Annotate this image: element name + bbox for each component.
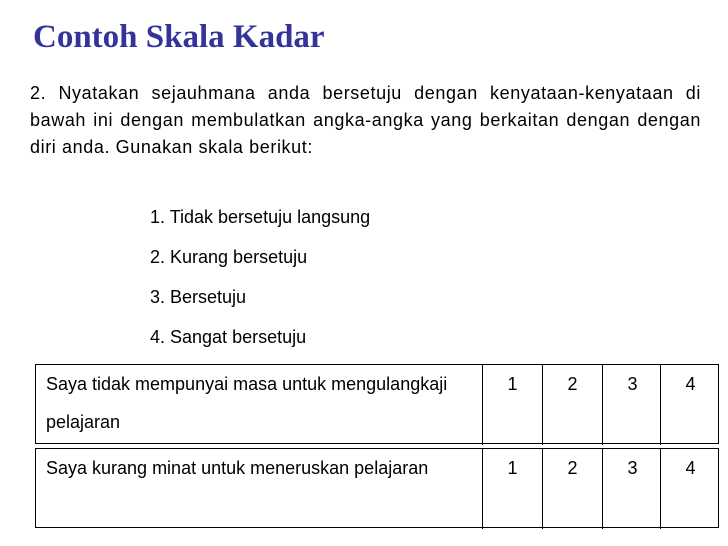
statement-text: Saya kurang minat untuk meneruskan pelajaran <box>46 458 429 478</box>
page-title: Contoh Skala Kadar <box>33 19 325 55</box>
statement-row-1 <box>35 364 719 444</box>
instruction-text: 2. Nyatakan sejauhmana anda bersetuju dengan kenyataan-kenyataan di bawah ini dengan membulatkan angka-angka yang berkaitan dengan dengan diri anda. Gunakan skala berikut: <box>30 83 701 157</box>
rating-option-1[interactable]: 1 <box>482 449 542 529</box>
rating-option-2[interactable]: 2 <box>542 365 602 445</box>
scale-item-1: 1. Tidak bersetuju langsung <box>150 207 371 227</box>
scale-item-2: 2. Kurang bersetuju <box>150 247 308 267</box>
statement-row-2 <box>35 448 719 528</box>
rating-option-4[interactable]: 4 <box>660 449 720 529</box>
rating-option-3[interactable]: 3 <box>602 365 662 445</box>
rating-option-3[interactable]: 3 <box>602 449 662 529</box>
rating-option-2[interactable]: 2 <box>542 449 602 529</box>
rating-option-1[interactable]: 1 <box>482 365 542 445</box>
scale-item-3: 3. Bersetuju <box>150 287 247 307</box>
scale-list <box>150 205 370 365</box>
rating-option-4[interactable]: 4 <box>660 365 720 445</box>
scale-item-4: 4. Sangat bersetuju <box>150 327 307 347</box>
statement-text: Saya tidak mempunyai masa untuk mengulangkaji pelajaran <box>46 374 448 432</box>
